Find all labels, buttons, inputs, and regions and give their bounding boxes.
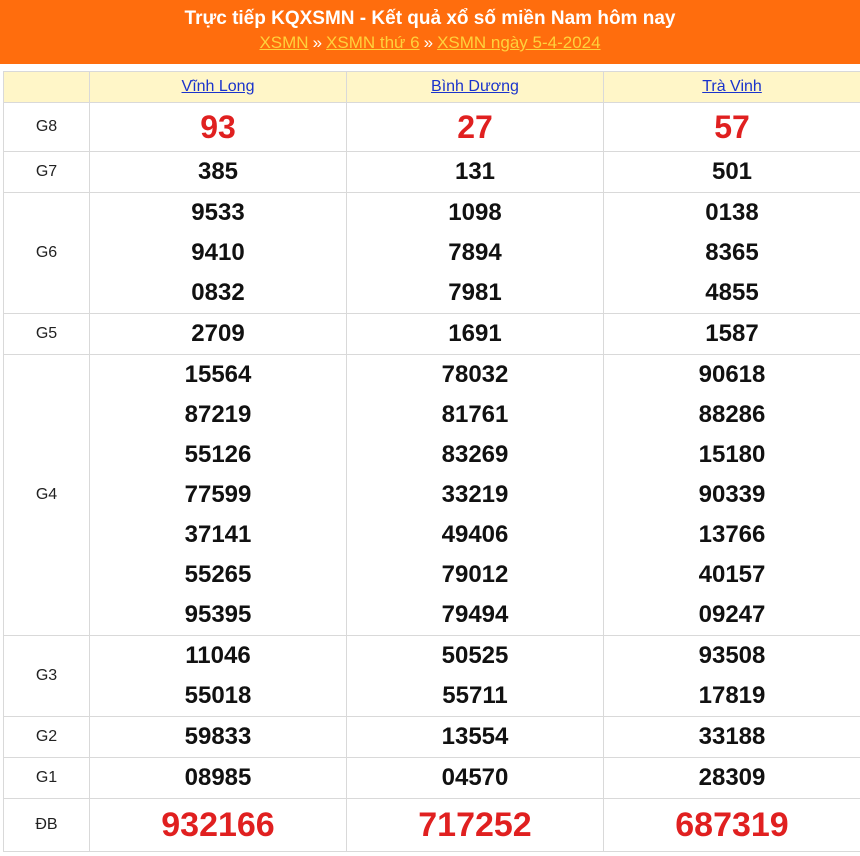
result-number: 13766 bbox=[698, 521, 766, 548]
result-number: 33188 bbox=[698, 723, 766, 750]
result-number: 17819 bbox=[698, 682, 766, 709]
prize-label: G3 bbox=[4, 636, 90, 717]
results-table bbox=[3, 71, 860, 852]
prize-label: G2 bbox=[4, 717, 90, 758]
result-number: 77599 bbox=[184, 481, 252, 508]
table-row bbox=[4, 314, 860, 355]
table-row bbox=[4, 355, 860, 636]
province-link-binh-duong[interactable]: Bình Dương bbox=[431, 78, 519, 95]
result-cell bbox=[347, 314, 604, 355]
result-number: 04570 bbox=[441, 764, 509, 791]
result-number: 08985 bbox=[184, 764, 252, 791]
table-row bbox=[4, 193, 860, 314]
result-number: 1587 bbox=[705, 320, 759, 347]
result-cell bbox=[604, 355, 860, 636]
result-cell bbox=[347, 799, 604, 852]
result-cell bbox=[90, 636, 347, 717]
table-header-row bbox=[4, 72, 860, 103]
result-cell bbox=[347, 636, 604, 717]
result-number: 9533 bbox=[191, 199, 245, 226]
result-number: 4855 bbox=[705, 279, 759, 306]
result-cell bbox=[347, 355, 604, 636]
result-number: 8365 bbox=[705, 239, 759, 266]
result-number: 79012 bbox=[441, 561, 509, 588]
result-cell bbox=[90, 193, 347, 314]
result-cell bbox=[90, 799, 347, 852]
result-number: 93508 bbox=[698, 642, 766, 669]
result-number: 59833 bbox=[184, 723, 252, 750]
result-number: 9410 bbox=[191, 239, 245, 266]
result-number: 55711 bbox=[442, 682, 508, 709]
province-link-tra-vinh[interactable]: Trà Vinh bbox=[702, 78, 762, 95]
result-number: 15564 bbox=[184, 361, 252, 388]
result-number: 0138 bbox=[705, 199, 759, 226]
prize-label: G6 bbox=[4, 193, 90, 314]
result-number: 90339 bbox=[698, 481, 766, 508]
result-number: 78032 bbox=[441, 361, 509, 388]
result-number: 15180 bbox=[698, 441, 766, 468]
result-number: 27 bbox=[457, 109, 493, 145]
result-cell bbox=[90, 152, 347, 193]
prize-label: G5 bbox=[4, 314, 90, 355]
result-number: 81761 bbox=[441, 401, 509, 428]
province-header bbox=[90, 72, 347, 103]
prize-label: G1 bbox=[4, 758, 90, 799]
result-number: 55018 bbox=[184, 682, 252, 709]
result-cell bbox=[347, 193, 604, 314]
result-cell bbox=[604, 314, 860, 355]
result-number: 37141 bbox=[184, 521, 252, 548]
result-number: 13554 bbox=[441, 723, 509, 750]
result-number: 687319 bbox=[675, 806, 789, 844]
breadcrumb-xsmn[interactable]: XSMN bbox=[259, 33, 309, 52]
breadcrumb-xsmn-friday[interactable]: XSMN thứ 6 bbox=[326, 33, 420, 52]
result-number: 11046 bbox=[185, 642, 251, 669]
result-number: 131 bbox=[454, 158, 496, 185]
result-cell bbox=[90, 355, 347, 636]
result-number: 385 bbox=[197, 158, 239, 185]
result-number: 717252 bbox=[418, 806, 532, 844]
result-number: 57 bbox=[714, 109, 750, 145]
breadcrumb-separator: » bbox=[423, 33, 434, 52]
result-number: 40157 bbox=[698, 561, 766, 588]
page-header bbox=[0, 0, 860, 64]
breadcrumb-xsmn-date[interactable]: XSMN ngày 5-4-2024 bbox=[437, 33, 601, 52]
result-number: 88286 bbox=[698, 401, 766, 428]
province-header bbox=[604, 72, 860, 103]
result-number: 55265 bbox=[184, 561, 252, 588]
prize-label: G8 bbox=[4, 103, 90, 152]
table-row bbox=[4, 758, 860, 799]
result-number: 7894 bbox=[448, 239, 502, 266]
result-cell bbox=[347, 152, 604, 193]
result-number: 83269 bbox=[441, 441, 509, 468]
result-cell bbox=[604, 636, 860, 717]
prize-label: G4 bbox=[4, 355, 90, 636]
result-number: 28309 bbox=[698, 764, 766, 791]
result-number: 95395 bbox=[184, 601, 252, 628]
result-number: 49406 bbox=[441, 521, 509, 548]
result-cell bbox=[604, 799, 860, 852]
result-number: 50525 bbox=[441, 642, 509, 669]
result-number: 7981 bbox=[448, 279, 502, 306]
table-row bbox=[4, 799, 860, 852]
result-cell bbox=[90, 103, 347, 152]
prize-label: ĐB bbox=[4, 799, 90, 852]
result-cell bbox=[604, 103, 860, 152]
table-row bbox=[4, 152, 860, 193]
result-cell bbox=[604, 717, 860, 758]
result-cell bbox=[90, 717, 347, 758]
result-cell bbox=[347, 103, 604, 152]
result-number: 932166 bbox=[161, 806, 275, 844]
breadcrumb bbox=[0, 32, 860, 54]
province-header bbox=[347, 72, 604, 103]
table-row bbox=[4, 636, 860, 717]
table-row bbox=[4, 717, 860, 758]
result-number: 1691 bbox=[448, 320, 502, 347]
result-cell bbox=[90, 314, 347, 355]
province-link-vinh-long[interactable]: Vĩnh Long bbox=[181, 78, 255, 95]
page-title: Trực tiếp KQXSMN - Kết quả xổ số miền Nam hôm nay bbox=[184, 8, 676, 29]
prize-column-header bbox=[4, 72, 90, 103]
result-number: 1098 bbox=[448, 199, 502, 226]
table-row bbox=[4, 103, 860, 152]
result-number: 09247 bbox=[698, 601, 766, 628]
result-number: 55126 bbox=[184, 441, 252, 468]
breadcrumb-separator: » bbox=[312, 33, 323, 52]
result-cell bbox=[604, 193, 860, 314]
result-cell bbox=[347, 717, 604, 758]
prize-label: G7 bbox=[4, 152, 90, 193]
result-number: 2709 bbox=[191, 320, 245, 347]
result-cell bbox=[604, 758, 860, 799]
result-cell bbox=[90, 758, 347, 799]
result-number: 87219 bbox=[184, 401, 252, 428]
result-number: 79494 bbox=[441, 601, 509, 628]
result-number: 501 bbox=[711, 158, 753, 185]
result-number: 90618 bbox=[698, 361, 766, 388]
result-number: 0832 bbox=[191, 279, 245, 306]
result-cell bbox=[604, 152, 860, 193]
result-cell bbox=[347, 758, 604, 799]
result-number: 33219 bbox=[441, 481, 509, 508]
result-number: 93 bbox=[200, 109, 236, 145]
